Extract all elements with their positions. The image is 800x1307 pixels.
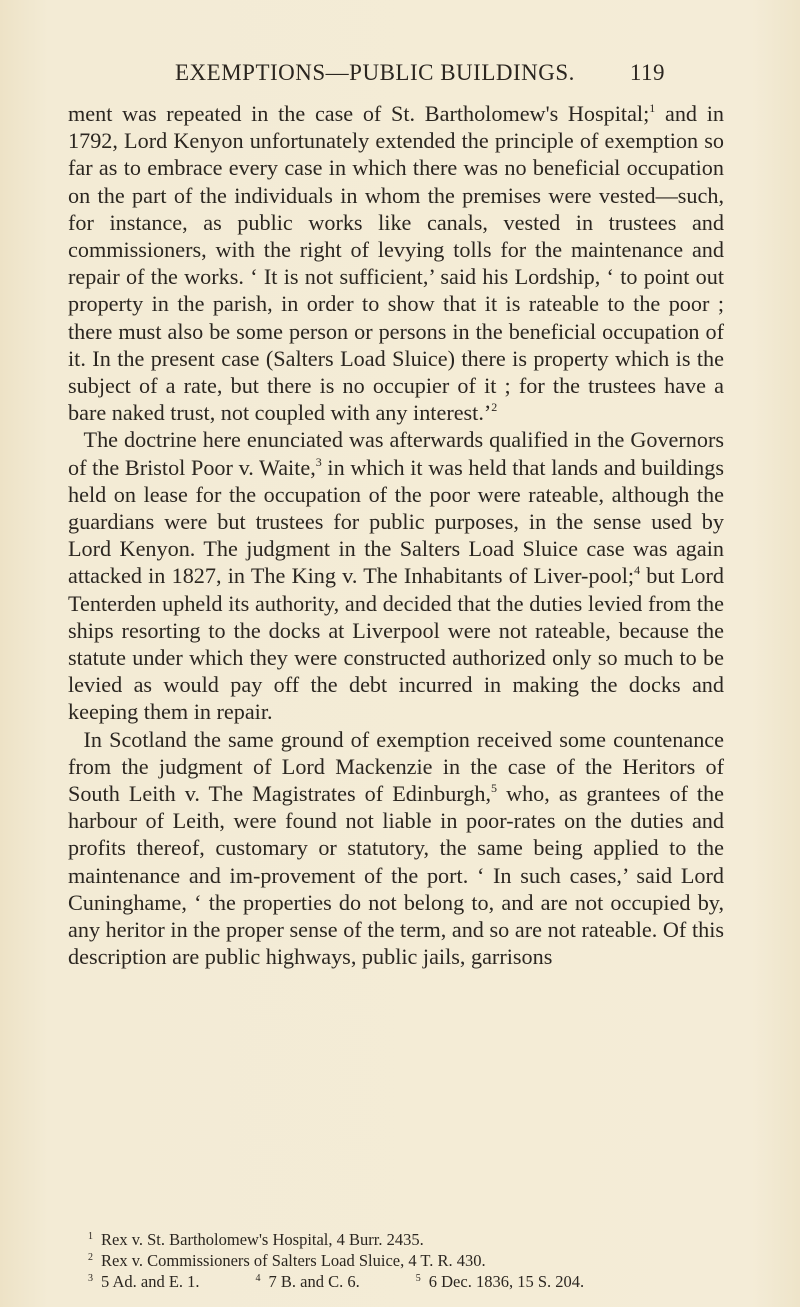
- footnote-ref-5: 5: [491, 781, 498, 796]
- paragraph-2-text-b: in which it was held that lands and buildings held on lease for the occupation of the poor were rateable, although the guardians were but trustees for public purposes, in the sense used by Lord Kenyon. The judgment in the Salters Load Sluice case was again attacked in 1827, in The King v. The Inhabitants of Liver-pool;: [68, 454, 724, 589]
- paragraph-1-text-a: ment was repeated in the case of St. Bartholomew's Hospital;: [68, 101, 650, 126]
- footnotes: [88, 1229, 738, 1292]
- paragraph-3-text-b: who, as grantees of the harbour of Leith, were found not liable in poor-rates on the duties and profits thereof, customary or statutory, the same being applied to the maintenance and im-provement of the port. ‘ In such cases,’ said Lord Cuninghame, ‘ the properties do not belong to, and are not occupied by, any heritor in the proper sense of the term, and so are not rateable. Of this description are public highways, public jails, garrisons: [68, 781, 725, 970]
- footnote-row-3: [88, 1271, 738, 1292]
- footnote-4: $^4$ 7 B. and C. 6.: [255, 1272, 360, 1291]
- footnote-ref-3: 3: [315, 454, 322, 469]
- running-header: [175, 60, 665, 86]
- footnote-2: $^2$ Rex v. Commissioners of Salters Load Sluice, 4 T. R. 430.: [88, 1251, 486, 1270]
- paragraph-2-text-c: but Lord Tenterden upheld its authority, and decided that the duties levied from the ships resorting to the docks at Liverpool were not rateable, because the statute under which they were constructed authorized only so much to be levied as would pay off the debt incurred in making the docks and keeping them in repair.: [68, 563, 724, 725]
- footnote-ref-2: 2: [491, 400, 498, 415]
- paragraph-3-text-a: In Scotland the same ground of exemption received some countenance from the judgment of Lord Mackenzie in the case of the Heritors of South Leith v. The Magistrates of Edinburgh,: [68, 726, 724, 807]
- footnote-ref-1: 1: [649, 101, 656, 115]
- paragraph-3: [68, 726, 724, 971]
- footnote-1: $^1$ Rex v. St. Bartholomew's Hospital, 4 Burr. 2435.: [88, 1230, 424, 1249]
- page-number: 119: [629, 60, 665, 85]
- footnote-5: $^5$ 6 Dec. 1836, 15 S. 204.: [415, 1272, 585, 1291]
- footnote-3: $^3$ 5 Ad. and E. 1.: [88, 1272, 200, 1291]
- paragraph-2-text-a: The doctrine here enunciated was afterwards qualified in the Governors of the Bristol Poor v. Waite,: [68, 427, 724, 480]
- paragraph-2: [68, 426, 724, 725]
- paragraph-1: [68, 100, 724, 426]
- footnote-ref-4: 4: [634, 563, 641, 578]
- running-title: EXEMPTIONS—PUBLIC BUILDINGS.: [175, 60, 575, 85]
- body-text: [68, 100, 724, 971]
- paragraph-1-text-b: and in 1792, Lord Kenyon unfortunately extended the principle of exemption so far as to embrace every case in which there was no beneficial occupation on the part of the individuals in whom the premises were vested—such, for instance, as public works like canals, vested in trustees and commissioners, with the right of levying tolls for the maintenance and repair of the works. ‘ It is not sufficient,’ said his Lordship, ‘ to point out property in the parish, in order to show that it is rateable to the poor ; there must also be some person or persons in the beneficial occupation of it. In the present case (Salters Load Sluice) there is property which is the subject of a rate, but there is no occupier of it ; for the trustees have a bare naked trust, not coupled with any interest.’: [68, 101, 724, 426]
